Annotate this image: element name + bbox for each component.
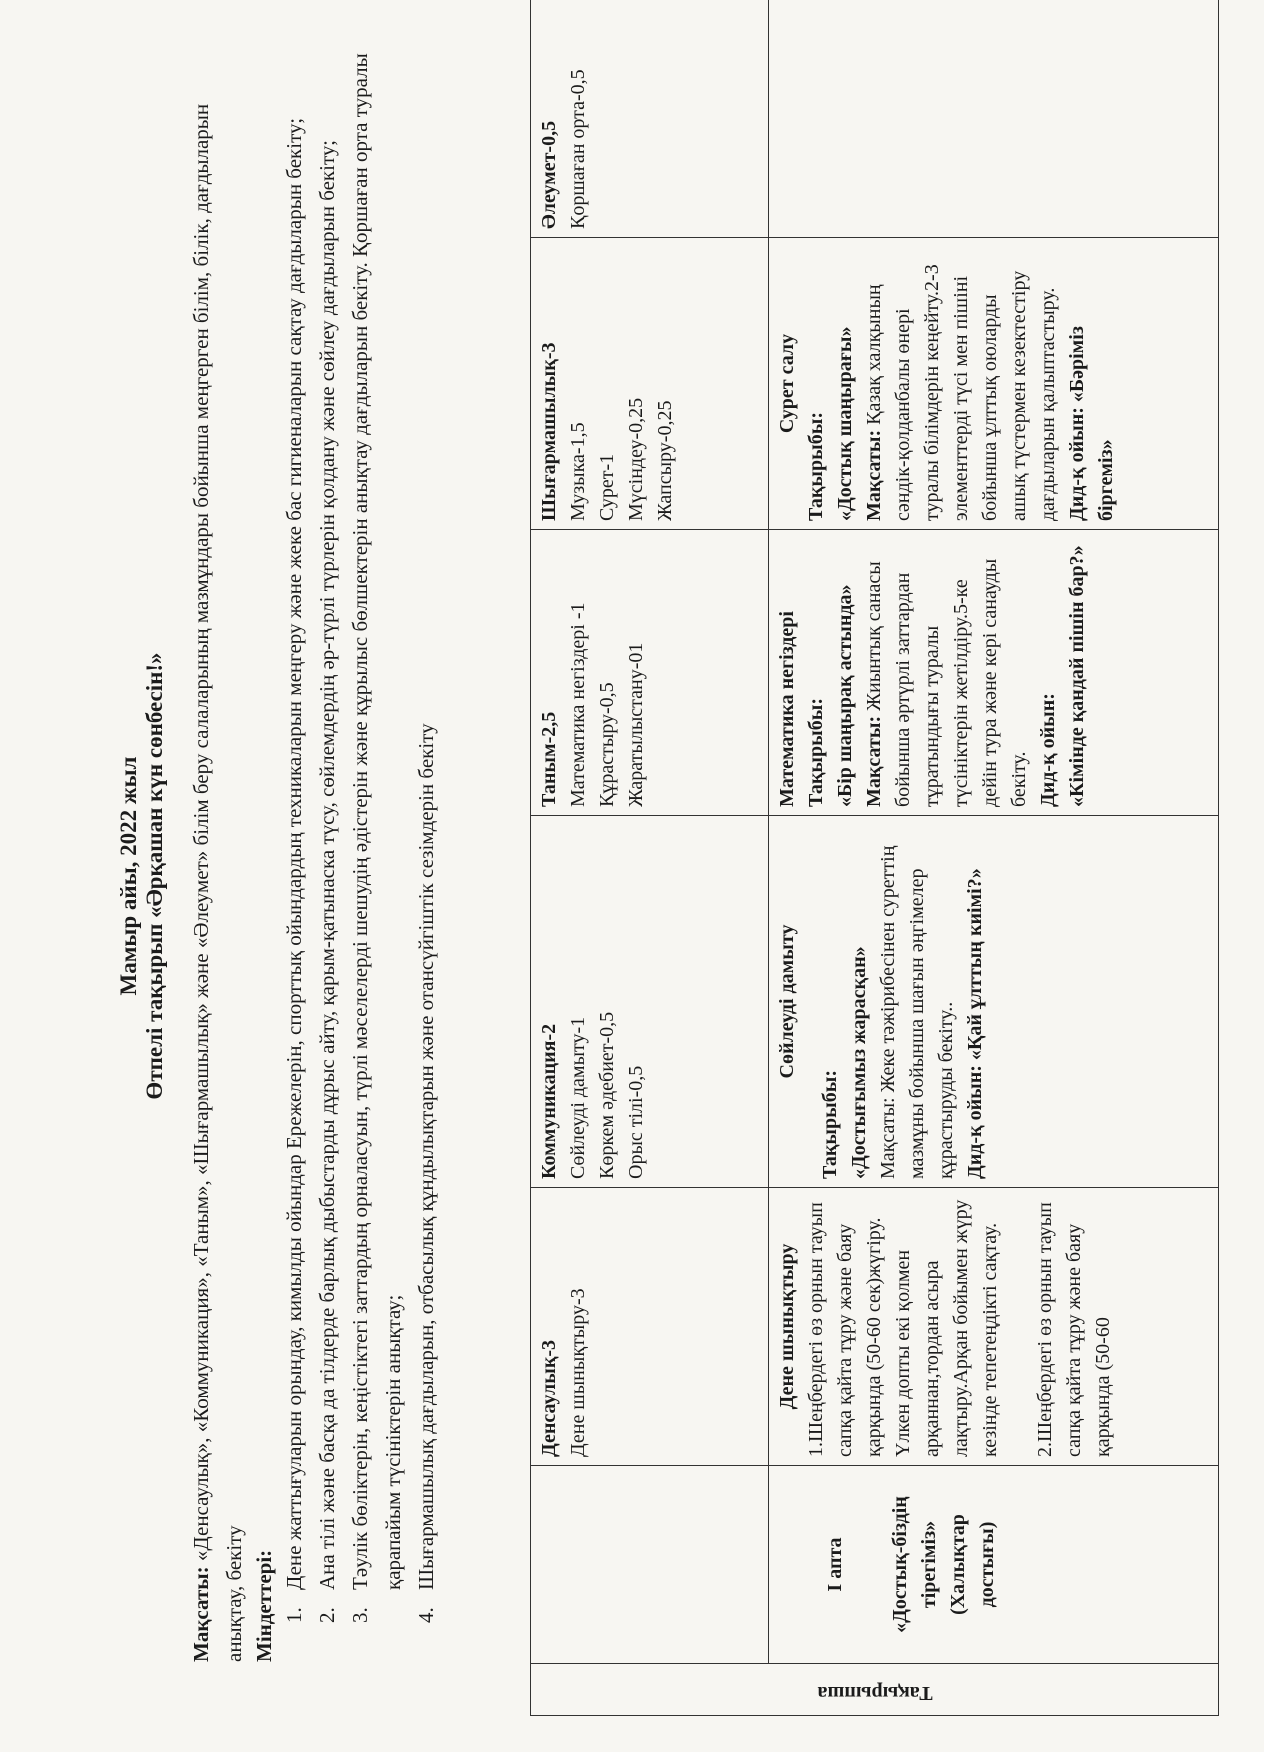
area-line: Дене шынықтыру-3 (567, 1288, 589, 1457)
task-item: 4. Шығармашылық дағдыларын, отбасылық құндылықтарын және отансүйгіштік сезімдерін бекіту (410, 42, 443, 1602)
area-line: Сурет-1 (596, 453, 618, 521)
cell-heading: Сөйлеуді дамыту (776, 924, 798, 1079)
area-cognition (531, 530, 769, 816)
area-line: Мүсіндеу-0,25 (625, 397, 647, 521)
week-number: І апта (824, 1537, 846, 1592)
goal-text: Қазақ халқының сәндік-қолданбалы өнері туралы білімдерін кеңейту.2-3 элементтерді түсі мен пішіні бойынша ұлттық оюларды ашық түстермен кезектестіру дағдыларын қалыптастыру. (863, 264, 1059, 521)
tasks-list (278, 42, 443, 1642)
communication-cell (769, 816, 1219, 1188)
area-title: Денсаулық-3 (538, 1339, 560, 1457)
area-social (531, 0, 769, 238)
plan-table (530, 0, 1219, 1716)
topic-label: Тақырыбы: (805, 412, 827, 521)
topic-title: «Бір шаңырақ астында» (834, 584, 856, 807)
area-title: Таным-2,5 (538, 711, 560, 807)
topic-title: «Достығымыз жарасқан» (848, 946, 870, 1179)
area-communication (531, 816, 769, 1188)
cell-heading: Дене шынықтыру (776, 1243, 798, 1410)
didactic-game: «Кімінде қандай пішін бар?» (1066, 545, 1088, 807)
goal-block (860, 538, 1034, 807)
week-header-empty (531, 1466, 769, 1664)
goal-label: Мақсаты: (863, 715, 885, 807)
goal-paragraph (185, 62, 251, 1662)
game-label: Дид-қ ойын: (1037, 693, 1059, 807)
week-row (769, 0, 1219, 1716)
document-title: Мамыр айы, 2022 жыл (116, 756, 141, 996)
area-line: Қоршаған орта-0,5 (567, 69, 589, 229)
goal-label: Мақсаты: (863, 429, 885, 521)
area-title: Коммуникация-2 (538, 1023, 560, 1179)
tasks-heading: Міндеттері: (252, 1549, 276, 1662)
health-cell (769, 1188, 1219, 1466)
area-title: Әлеумет-0,5 (538, 120, 560, 229)
area-line: Жапсыру-0,25 (654, 400, 676, 521)
goal-block (860, 246, 1063, 521)
didactic-game: Дид-қ ойын: «Бәріміз біргеміз» (1066, 326, 1117, 521)
social-cell (769, 0, 1219, 238)
creativity-cell (769, 238, 1219, 530)
goal-label: Мақсаты: (189, 1566, 213, 1662)
area-line: Сөйлеуді дамыту-1 (567, 1016, 589, 1179)
goal-text: Мақсаты: Жеке тәжірибесінен суреттің мазмұны бойынша шағын әңгімелер құрастыруды бекіту.. (877, 845, 957, 1179)
task-item: 1. Дене жаттығуларын орындау, кимылды ойындар Ережелерін, спорттық ойындардың техникаларын меңгеру және жеке бас гигиеналарын сақтау дағдыларын бекіту; (278, 42, 311, 1602)
subtopic-header-cell (531, 1664, 1219, 1716)
document-subtitle: Өтпелі тақырып «Әрқашан күн сөнбесін!» (142, 652, 167, 1100)
area-line: Математика негіздері -1 (567, 602, 589, 807)
area-creativity (531, 238, 769, 530)
topic-label: Тақырыбы: (819, 1070, 841, 1179)
area-line: Орыс тілі-0,5 (625, 1065, 647, 1179)
area-line: Көркем әдебиет-0,5 (596, 1011, 618, 1179)
goal-text: Жиынтық санасы бойынша әртүрлі заттардан тұратындығы туралы түсініктерін жетілдіру.5-ке дейін тура және кері санауды бекіту. (863, 558, 1030, 807)
area-line: Жаратылыстану-01 (625, 642, 647, 807)
table-header-row (531, 0, 769, 1716)
area-title: Шығармашылық-3 (538, 342, 560, 521)
cell-heading: Сурет салу (776, 333, 798, 434)
cell-heading: Математика негіздері (776, 611, 798, 807)
area-line: Құрастыру-0,5 (596, 682, 618, 807)
area-health (531, 1188, 769, 1466)
cell-paragraph: 1.Шеңбердегі өз орнын тауып сапқа қайта тұру және баяу қарқында (50-60 сек)жүгіру. Үлкен допты екі қолмен арқаннан,тордан асыра лақтыру.Арқан бойымен жүру кезінде тепетеңдікті сақтау. (805, 1199, 1001, 1457)
goal-text: «Денсаулық», «Коммуникация», «Таным», «Шығармашылық» және «Әлеумет» білім беру салаларының мазмұндары бойынша меңгерген білім, білік, дағдыларын анықтау, бекіту (189, 103, 246, 1662)
cognition-cell (769, 530, 1219, 816)
week-cell (769, 1466, 1219, 1664)
topic-title: «Достық шаңырағы» (834, 326, 856, 521)
area-line: Музыка-1,5 (567, 422, 589, 521)
cell-paragraph: 2.Шеңбердегі өз орнын тауып сапқа қайта тұру және баяу қарқында (50-60 (1034, 1202, 1114, 1457)
subtopic-header-label: Тақырыпша (816, 1682, 933, 1704)
task-item: 3. Тәулік бөліктерін, кеңістіктегі заттардың орналасуын, түрлі мәселелерді шешудің әдістерін және құрылыс бөлшектерін анықтау дағдыларын бекіту. Қоршаған орта туралы қарапайым түсініктерін анықтау; (344, 42, 410, 1602)
didactic-game: Дид-қ ойын: «Қай ұлттың киімі?» (964, 868, 986, 1179)
task-item: 2. Ана тілі және басқа да тілдерде барлық дыбыстарды дұрыс айту, қарым-қатынаска түсу, сөйлемдердің әр-түрлі түрлерін қолдану және сөйлеу дағдыларын бекіту; (311, 42, 344, 1602)
week-theme: «Достық-біздің тірегіміз» (Халықтар достығы) (889, 1496, 998, 1633)
topic-label: Тақырыбы: (805, 698, 827, 807)
